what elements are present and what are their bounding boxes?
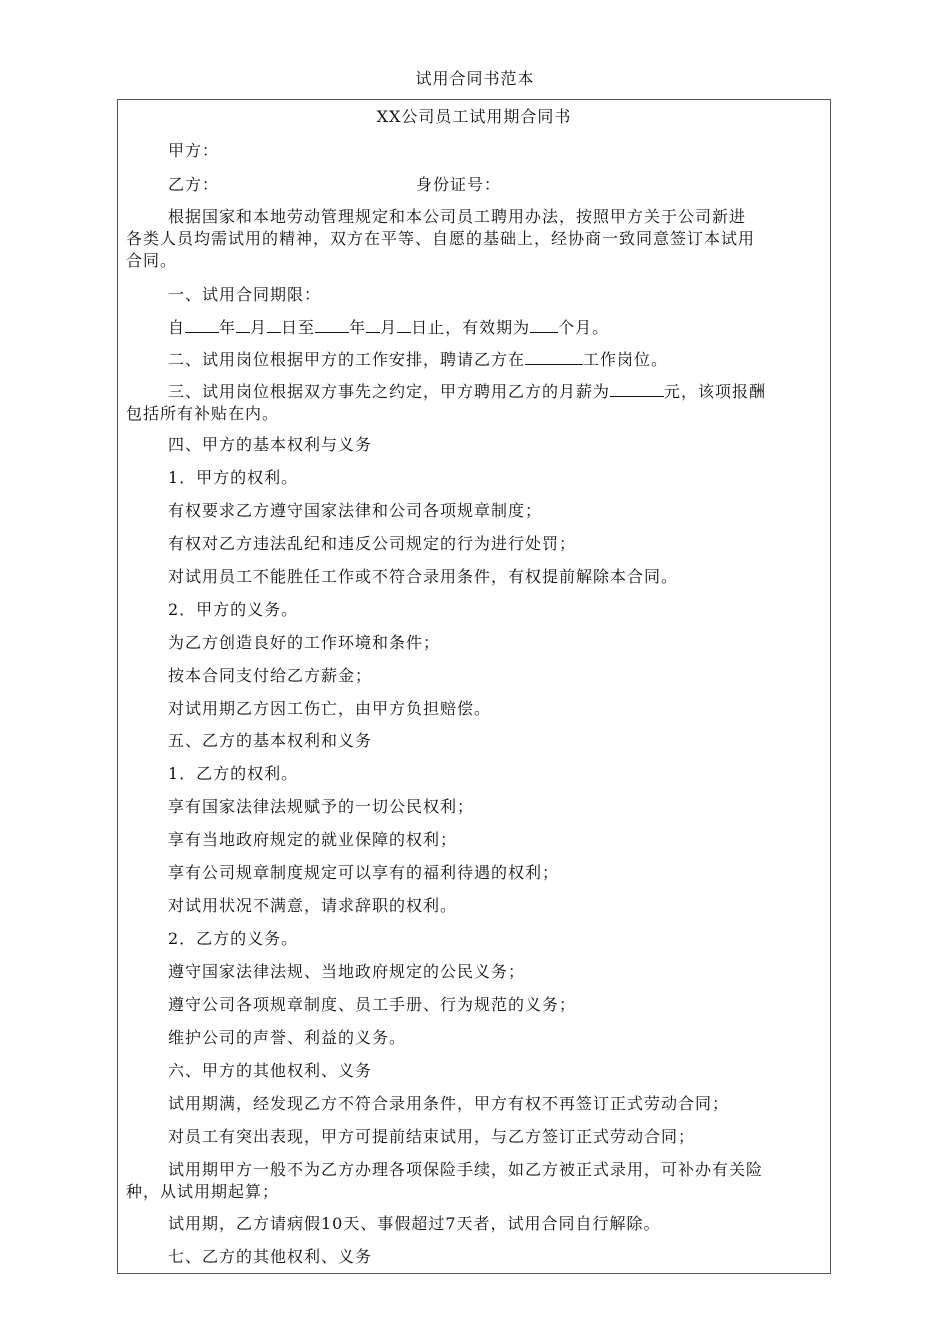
section-5-title: 五、乙方的基本权利和义务 xyxy=(168,731,373,750)
section-5-1-title: 1．乙方的权利。 xyxy=(168,764,299,783)
section-4-2-item: 对试用期乙方因工伤亡，由甲方负担赔偿。 xyxy=(168,699,492,718)
s1-part-7: 日止，有效期为 xyxy=(411,318,531,337)
s3-line-1 xyxy=(118,380,824,403)
contract-frame xyxy=(117,99,831,1274)
start-month-blank xyxy=(236,316,250,333)
section-4-1-item: 有权要求乙方遵守国家法律和公司各项规章制度； xyxy=(168,501,543,520)
end-day-blank xyxy=(397,316,411,333)
section-4-2-title: 2．甲方的义务。 xyxy=(168,600,299,619)
party-a-label: 甲方： xyxy=(168,141,220,160)
section-4-title: 四、甲方的基本权利与义务 xyxy=(168,435,373,454)
section-4-2-item: 为乙方创造良好的工作环境和条件； xyxy=(168,633,441,652)
s3-pre: 三、试用岗位根据双方事先之约定，甲方聘用乙方的月薪为 xyxy=(168,382,611,401)
party-b-row xyxy=(168,174,820,196)
section-5-2-item: 遵守国家法律法规、当地政府规定的公民义务； xyxy=(168,962,526,981)
section-4-1-item: 有权对乙方违法乱纪和违反公司规定的行为进行处罚； xyxy=(168,534,577,553)
start-year-blank xyxy=(185,316,219,333)
s1-part-6: 月 xyxy=(380,318,398,337)
intro-line-2: 各类人员均需试用的精神，双方在平等、自愿的基础上，经协商一致同意签订本试用 xyxy=(126,229,756,248)
section-4-1-item: 对试用员工不能胜任工作或不符合录用条件，有权提前解除本合同。 xyxy=(168,567,679,586)
section-6-title: 六、甲方的其他权利、义务 xyxy=(168,1061,373,1080)
section-5-2-item: 遵守公司各项规章制度、员工手册、行为规范的义务； xyxy=(168,995,577,1014)
s1-part-1: 自 xyxy=(168,318,186,337)
s1-part-8: 个月。 xyxy=(558,318,610,337)
s6-c-line-1: 试用期甲方一般不为乙方办理各项保险手续，如乙方被正式录用，可补办有关险 xyxy=(168,1160,764,1179)
section-4-2-item: 按本合同支付给乙方薪金； xyxy=(168,666,373,685)
id-number-label: 身份证号： xyxy=(416,175,502,194)
intro-paragraph xyxy=(118,206,824,272)
section-5-1-item: 享有公司规章制度规定可以享有的福利待遇的权利； xyxy=(168,863,560,882)
s3-post: 元，该项报酬 xyxy=(664,382,767,401)
s1-part-4: 日至 xyxy=(281,318,316,337)
section-6-item: 试用期，乙方请病假10天、事假超过7天者，试用合同自行解除。 xyxy=(168,1214,661,1233)
s3-line-2: 包括所有补贴在内。 xyxy=(126,404,280,423)
salary-blank xyxy=(610,380,664,397)
section-1-title: 一、试用合同期限： xyxy=(168,285,322,304)
s6-c-line-2: 种，从试用期起算； xyxy=(126,1182,280,1201)
s2-pre: 二、试用岗位根据甲方的工作安排，聘请乙方在 xyxy=(168,350,526,369)
party-b-label: 乙方： xyxy=(168,175,220,194)
section-4-1-title: 1．甲方的权利。 xyxy=(168,468,299,487)
section-6-item xyxy=(118,1159,824,1203)
page-header-title: 试用合同书范本 xyxy=(415,69,535,88)
intro-line-1: 根据国家和本地劳动管理规定和本公司员工聘用办法，按照甲方关于公司新进 xyxy=(168,207,747,226)
start-day-blank xyxy=(267,316,281,333)
end-year-blank xyxy=(315,316,349,333)
s1-part-3: 月 xyxy=(250,318,268,337)
s1-part-2: 年 xyxy=(219,318,237,337)
section-5-1-item: 享有当地政府规定的就业保障的权利； xyxy=(168,830,458,849)
section-7-title: 七、乙方的其他权利、义务 xyxy=(168,1247,373,1266)
section-2 xyxy=(168,348,820,371)
section-5-1-item: 享有国家法律法规赋予的一切公民权利； xyxy=(168,797,475,816)
section-6-item: 试用期满，经发现乙方不符合录用条件，甲方有权不再签订正式劳动合同； xyxy=(168,1094,730,1113)
s2-post: 工作岗位。 xyxy=(583,350,669,369)
intro-line-3: 合同。 xyxy=(126,251,178,270)
section-5-1-item: 对试用状况不满意，请求辞职的权利。 xyxy=(168,896,458,915)
section-5-2-title: 2．乙方的义务。 xyxy=(168,929,299,948)
duration-months-blank xyxy=(530,316,558,333)
section-3 xyxy=(118,380,824,425)
position-blank xyxy=(525,348,583,365)
section-5-2-item: 维护公司的声誉、利益的义务。 xyxy=(168,1028,407,1047)
s1-part-5: 年 xyxy=(349,318,367,337)
section-6-item: 对员工有突出表现，甲方可提前结束试用，与乙方签订正式劳动合同； xyxy=(168,1127,696,1146)
contract-title: XX公司员工试用期合同书 xyxy=(376,107,572,126)
section-1-body xyxy=(168,316,820,339)
end-month-blank xyxy=(366,316,380,333)
